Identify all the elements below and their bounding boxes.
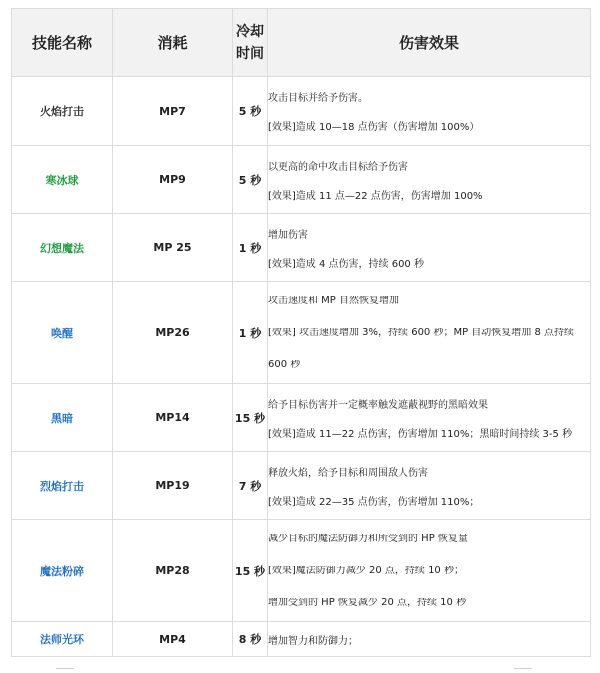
skill-cooldown: 5 秒	[233, 146, 268, 214]
effect-line: [效果]造成 11 点—22 点伤害，伤害增加 100%	[268, 190, 483, 202]
skill-effect	[268, 146, 591, 214]
effect-line: [效果]造成 4 点伤害，持续 600 秒	[268, 258, 424, 270]
header-cost: 消耗	[113, 9, 233, 77]
skill-cost: MP4	[113, 622, 233, 657]
skill-cost: MP26	[113, 282, 233, 384]
table-row	[12, 622, 591, 657]
skill-cooldown: 15 秒	[233, 384, 268, 452]
effect-line: 攻击目标并给予伤害。	[268, 93, 368, 104]
skill-cooldown: 8 秒	[233, 622, 268, 657]
effect-line: 增加智力和防御力；	[268, 635, 358, 647]
effect-line: [效果]魔法防御力减少 20 点，持续 10 秒；	[268, 565, 464, 576]
effect-line: 以更高的命中攻击目标给予伤害	[268, 161, 408, 173]
skill-name: 唤醒	[12, 282, 113, 384]
skill-effect	[268, 282, 591, 384]
skill-effect	[268, 214, 591, 282]
table-row	[12, 452, 591, 520]
skill-name: 火焰打击	[12, 77, 113, 146]
effect-line: 600 秒	[268, 359, 301, 370]
skill-cost: MP14	[113, 384, 233, 452]
skill-cooldown: 5 秒	[233, 77, 268, 146]
table-row	[12, 384, 591, 452]
skill-table	[11, 8, 591, 657]
skill-cost: MP28	[113, 520, 233, 622]
skill-cooldown: 7 秒	[233, 452, 268, 520]
skill-name: 魔法粉碎	[12, 520, 113, 622]
effect-line: [效果] 攻击速度增加 3%，持续 600 秒；MP 自动恢复增加 8 点持续	[268, 327, 575, 338]
effect-line: 给予目标伤害并一定概率触发遮蔽视野的黑暗效果	[268, 399, 488, 411]
skill-effect	[268, 520, 591, 622]
skill-name: 寒冰球	[12, 146, 113, 214]
skill-name: 黑暗	[12, 384, 113, 452]
table-row	[12, 282, 591, 384]
table-row	[12, 77, 591, 146]
skill-cost: MP 25	[113, 214, 233, 282]
skill-cooldown: 15 秒	[233, 520, 268, 622]
effect-line: [效果]造成 10—18 点伤害（伤害增加 100%）	[268, 122, 480, 133]
header-cooldown	[233, 9, 268, 77]
skill-name: 法师光环	[12, 622, 113, 657]
divider	[56, 668, 74, 669]
skill-cost: MP9	[113, 146, 233, 214]
skill-effect	[268, 622, 591, 657]
skill-name: 烈焰打击	[12, 452, 113, 520]
effect-line: 减少目标的魔法防御力和所受到的 HP 恢复量	[268, 533, 468, 544]
effect-line: 攻击速度和 MP 自然恢复增加	[268, 295, 400, 306]
skill-cost: MP7	[113, 77, 233, 146]
skill-cooldown: 1 秒	[233, 214, 268, 282]
effect-line: 增加受到的 HP 恢复减少 20 点，持续 10 秒	[268, 597, 467, 608]
table-row	[12, 146, 591, 214]
effect-line: [效果]造成 11—22 点伤害，伤害增加 110%；黑暗时间持续 3-5 秒	[268, 428, 573, 440]
table-header-row	[12, 9, 591, 77]
skill-effect	[268, 452, 591, 520]
header-cooldown-top: 冷却	[236, 23, 264, 40]
skill-cooldown: 1 秒	[233, 282, 268, 384]
effect-line: [效果]造成 22—35 点伤害，伤害增加 110%；	[268, 496, 480, 508]
skill-name: 幻想魔法	[12, 214, 113, 282]
table-row	[12, 214, 591, 282]
skill-cost: MP19	[113, 452, 233, 520]
header-skill-name: 技能名称	[12, 9, 113, 77]
skill-effect	[268, 384, 591, 452]
header-effect: 伤害效果	[268, 9, 591, 77]
effect-line: 增加伤害	[268, 229, 308, 241]
header-cooldown-bottom: 时间	[236, 45, 264, 62]
divider	[514, 668, 532, 669]
skill-effect	[268, 77, 591, 146]
table-row	[12, 520, 591, 622]
effect-line: 释放火焰，给予目标和周围敌人伤害	[268, 467, 428, 479]
